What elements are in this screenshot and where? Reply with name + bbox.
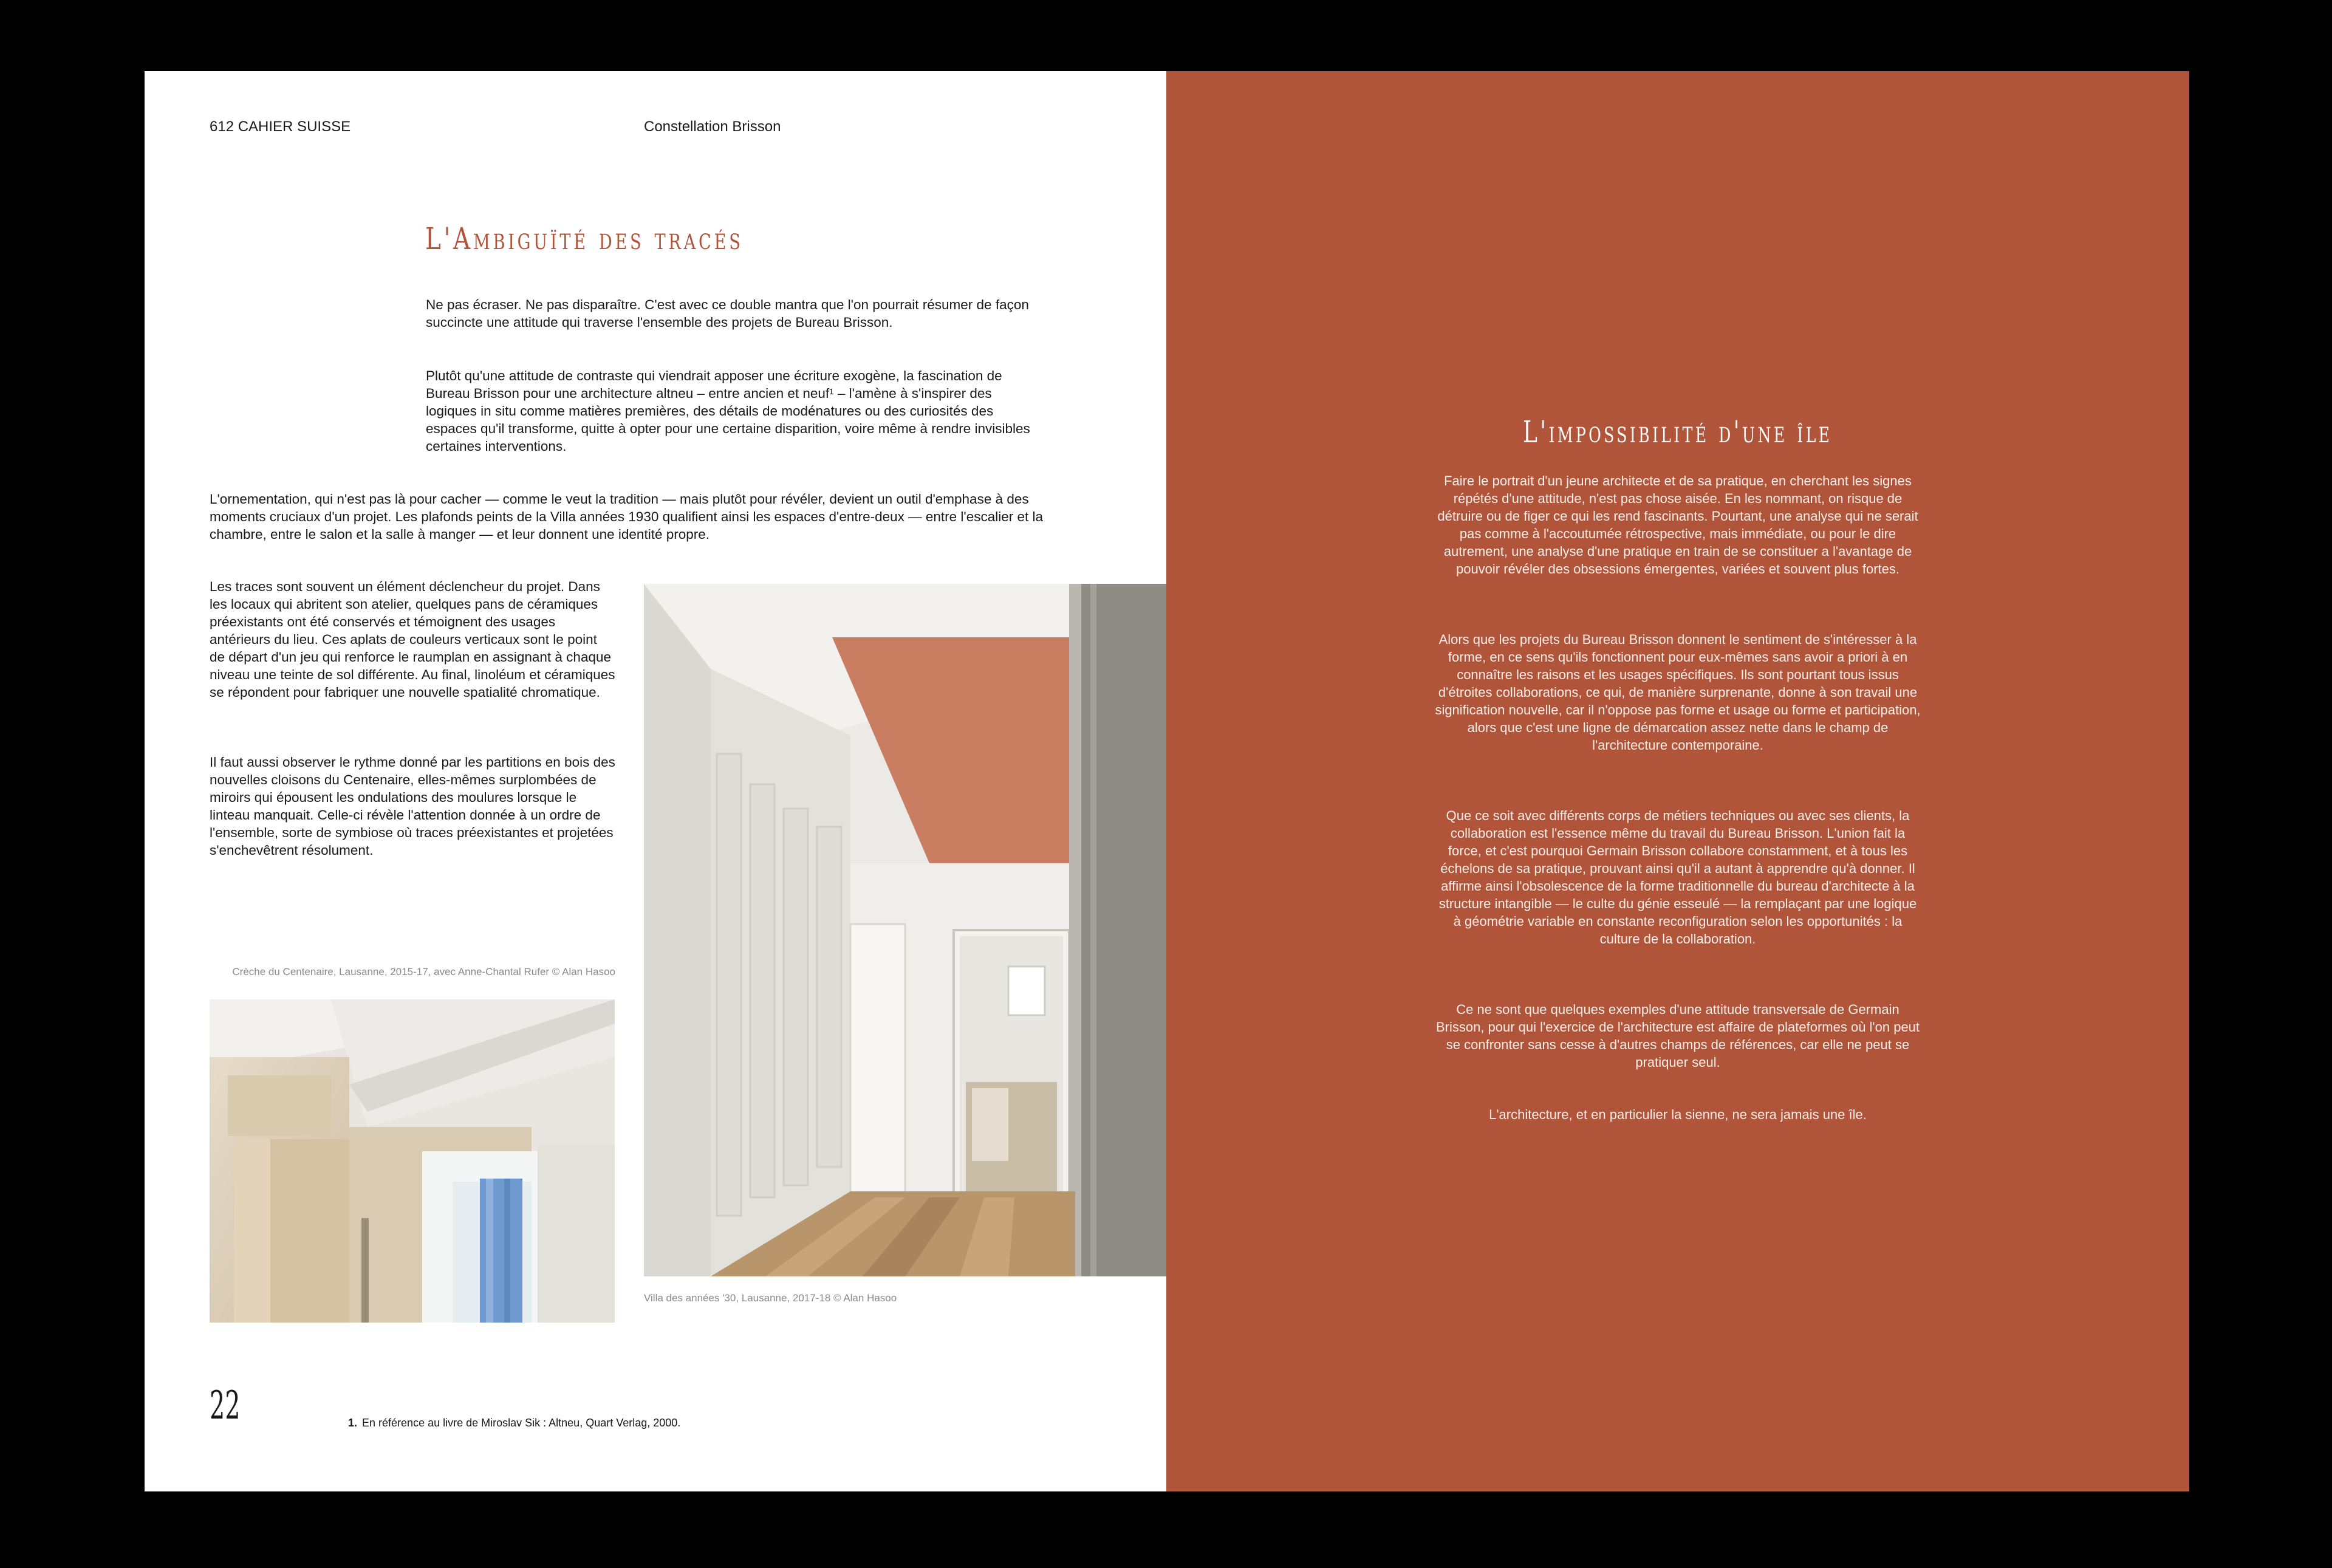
page-number: 22 [210,1383,241,1428]
caption-small-photo: Crèche du Centenaire, Lausanne, 2015-17, avec Anne-Chantal Rufer © Alan Hasoo [232,966,615,977]
paragraph-2: Plutôt qu'une attitude de contraste qui viendrait apposer une écriture exogène, la fascination de Bureau Brisson pour une architecture altneu – entre ancien et neuf¹ – l'amène à s'inspirer des logiques in situ comme matières premières, des détails de modénatures ou des curiosités des espaces qu'il transforme, quitte à opter pour une certaine disparition, voire même à rendre invisibles certaines interventions. [426,368,1030,454]
footnote [348,1417,680,1429]
intro-paragraph: Ne pas écraser. Ne pas disparaître. C'est avec ce double mantra que l'on pourrait résumer de façon succincte une attitude qui traverse l'ensemble des projets de Bureau Brisson. [426,297,1029,330]
running-head-left: 612 CAHIER SUISSE [210,118,351,135]
right-paragraph-1: Faire le portrait d'un jeune architecte et de sa pratique, en cherchant les signes répétés d'une attitude, n'est pas chose aisée. En les nommant, on risque de détruire ou de figer ce qui les rend fascinants. Pourtant, une analyse qui ne serait pas comme à l'accoutumée rétrospective, mais immédiate, ou pour le dire autrement, une analyse d'une pratique en train de se constituer a l'avantage de pouvoir révéler des obsessions émergentes, variées et souvent plus fortes. [1437,473,1918,577]
caption-large-photo: Villa des années '30, Lausanne, 2017-18 © Alan Hasoo [644,1292,897,1304]
photo-villa-image [644,584,1168,1276]
right-paragraph-5: L'architecture, et en particulier la sienne, ne sera jamais une île. [1489,1107,1867,1122]
photo-villa-annees-30 [644,584,1168,1276]
running-head-center: Constellation Brisson [644,118,781,135]
right-paragraph-4: Ce ne sont que quelques exemples d'une attitude transversale de Germain Brisson, pour qui l'exercice de l'architecture est affaire de plateformes où l'on peut se confronter sans cesse à d'autres champs de références, car elle ne peut se pratiquer seul. [1435,1002,1920,1070]
photo-creche-centenaire [210,999,615,1323]
section-title: L'Ambiguïté des tracés [425,221,744,256]
photo-creche-image [210,999,615,1323]
left-page [145,71,1166,1491]
paragraph-5: Il faut aussi observer le rythme donné par les partitions en bois des nouvelles cloisons du Centenaire, elles-mêmes surplombées de miroirs qui épousent les ondulations des moulures lorsque le linteau manquait. Celle-ci révèle l'attention donnée à un ordre de l'ensemble, sorte de symbiose où traces préexistantes et projetées s'enchevêtrent résolument. [210,755,615,858]
right-paragraph-2: Alors que les projets du Bureau Brisson donnent le sentiment de s'intéresser à la forme, en ce sens qu'ils fonctionnent pour eux-mêmes sans avoir a priori à en connaître les raisons et les usages spécifiques. Ils sont pourtant tous issus d'étroites collaborations, ce qui, de manière surprenante, donne à son travail une signification nouvelle, car il n'oppose pas forme et usage ou forme et participation, alors que c'est une ligne de démarcation assez nette dans le champ de l'architecture contemporaine. [1435,632,1921,753]
right-section-title [1166,414,2189,450]
right-page [1166,71,2189,1491]
paragraph-3: L'ornementation, qui n'est pas là pour cacher — comme le veut la tradition — mais plutôt pour révéler, devient un outil d'emphase à des moments cruciaux d'un projet. Les plafonds peints de la Villa années 1930 qualifient ainsi les espaces d'entre-deux — entre l'escalier et la chambre, entre le salon et la salle à manger — et leur donnent une identité propre. [210,491,1044,542]
paragraph-4: Les traces sont souvent un élément déclencheur du projet. Dans les locaux qui abritent son atelier, quelques pans de céramiques préexistants ont été conservés et témoignent des usages antérieurs du lieu. Ces aplats de couleurs verticaux sont le point de départ d'un jeu qui renforce le raumplan en assignant à chaque niveau une teinte de sol différente. Au final, linoléum et céramiques se répondent pour fabriquer une nouvelle spatialité chromatique. [210,579,615,700]
footnote-marker: 1. [348,1417,358,1429]
footnote-text: En référence au livre de Miroslav Sik : Altneu, Quart Verlag, 2000. [362,1417,681,1429]
right-section-title-text: L'impossibilité d'une île [1523,414,1833,450]
right-paragraph-3: Que ce soit avec différents corps de métiers techniques ou avec ses clients, la collaboration est l'essence même du travail du Bureau Brisson. L'union fait la force, et c'est pourquoi Germain Brisson collabore constamment, et à tous les échelons de sa pratique, prouvant ainsi qu'il a autant à apprendre qu'à donner. Il affirme ainsi l'obsolescence de la forme traditionnelle du bureau d'architecte à la structure intangible — le culte du génie esseulé — la remplaçant par une logique à géométrie variable en constante reconfiguration selon les opportunités : la culture de la collaboration. [1438,808,1917,947]
